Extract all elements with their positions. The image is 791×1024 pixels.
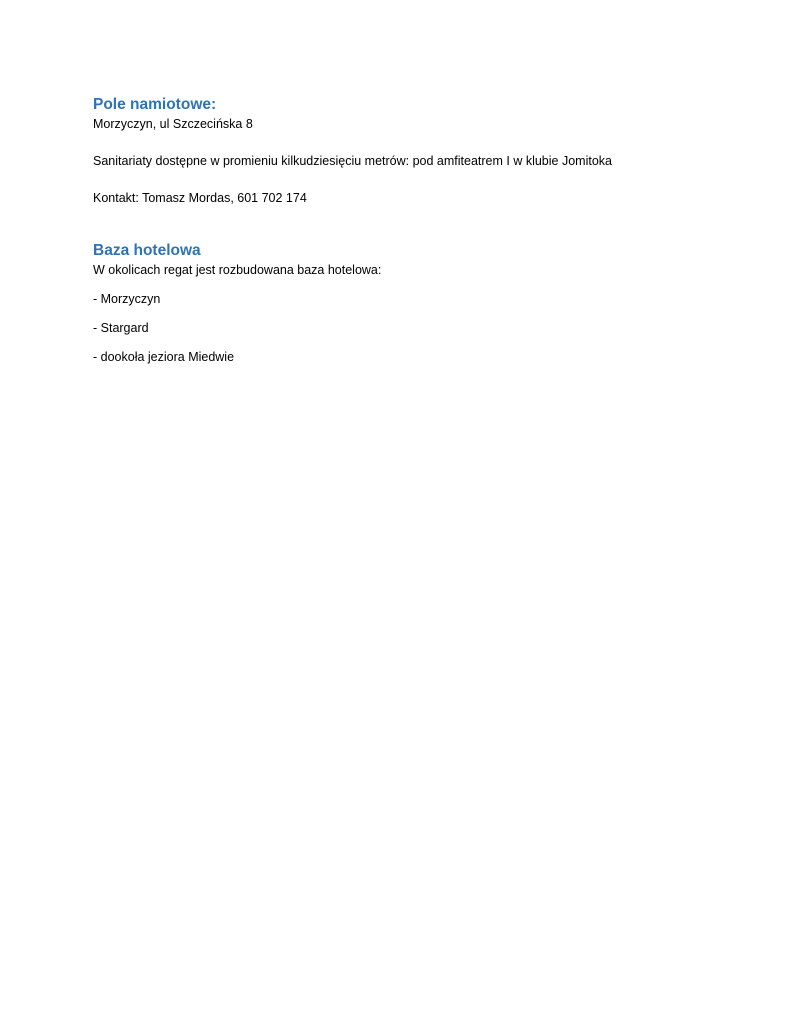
section-heading-pole-namiotowe: Pole namiotowe: — [93, 96, 217, 113]
list-item: - Morzyczyn — [93, 292, 161, 306]
list-item: - Stargard — [93, 321, 149, 335]
contact-text: Kontakt: Tomasz Mordas, 601 702 174 — [93, 191, 307, 205]
document-content — [93, 95, 713, 365]
hotel-intro-text: W okolicach regat jest rozbudowana baza hotelowa: — [93, 263, 382, 277]
section-heading-baza-hotelowa: Baza hotelowa — [93, 242, 201, 259]
sanitation-text: Sanitariaty dostępne w promieniu kilkudziesięciu metrów: pod amfiteatrem I w klubie Jomitoka — [93, 154, 612, 168]
address-text: Morzyczyn, ul Szczecińska 8 — [93, 117, 253, 131]
list-item: - dookoła jeziora Miedwie — [93, 350, 235, 364]
